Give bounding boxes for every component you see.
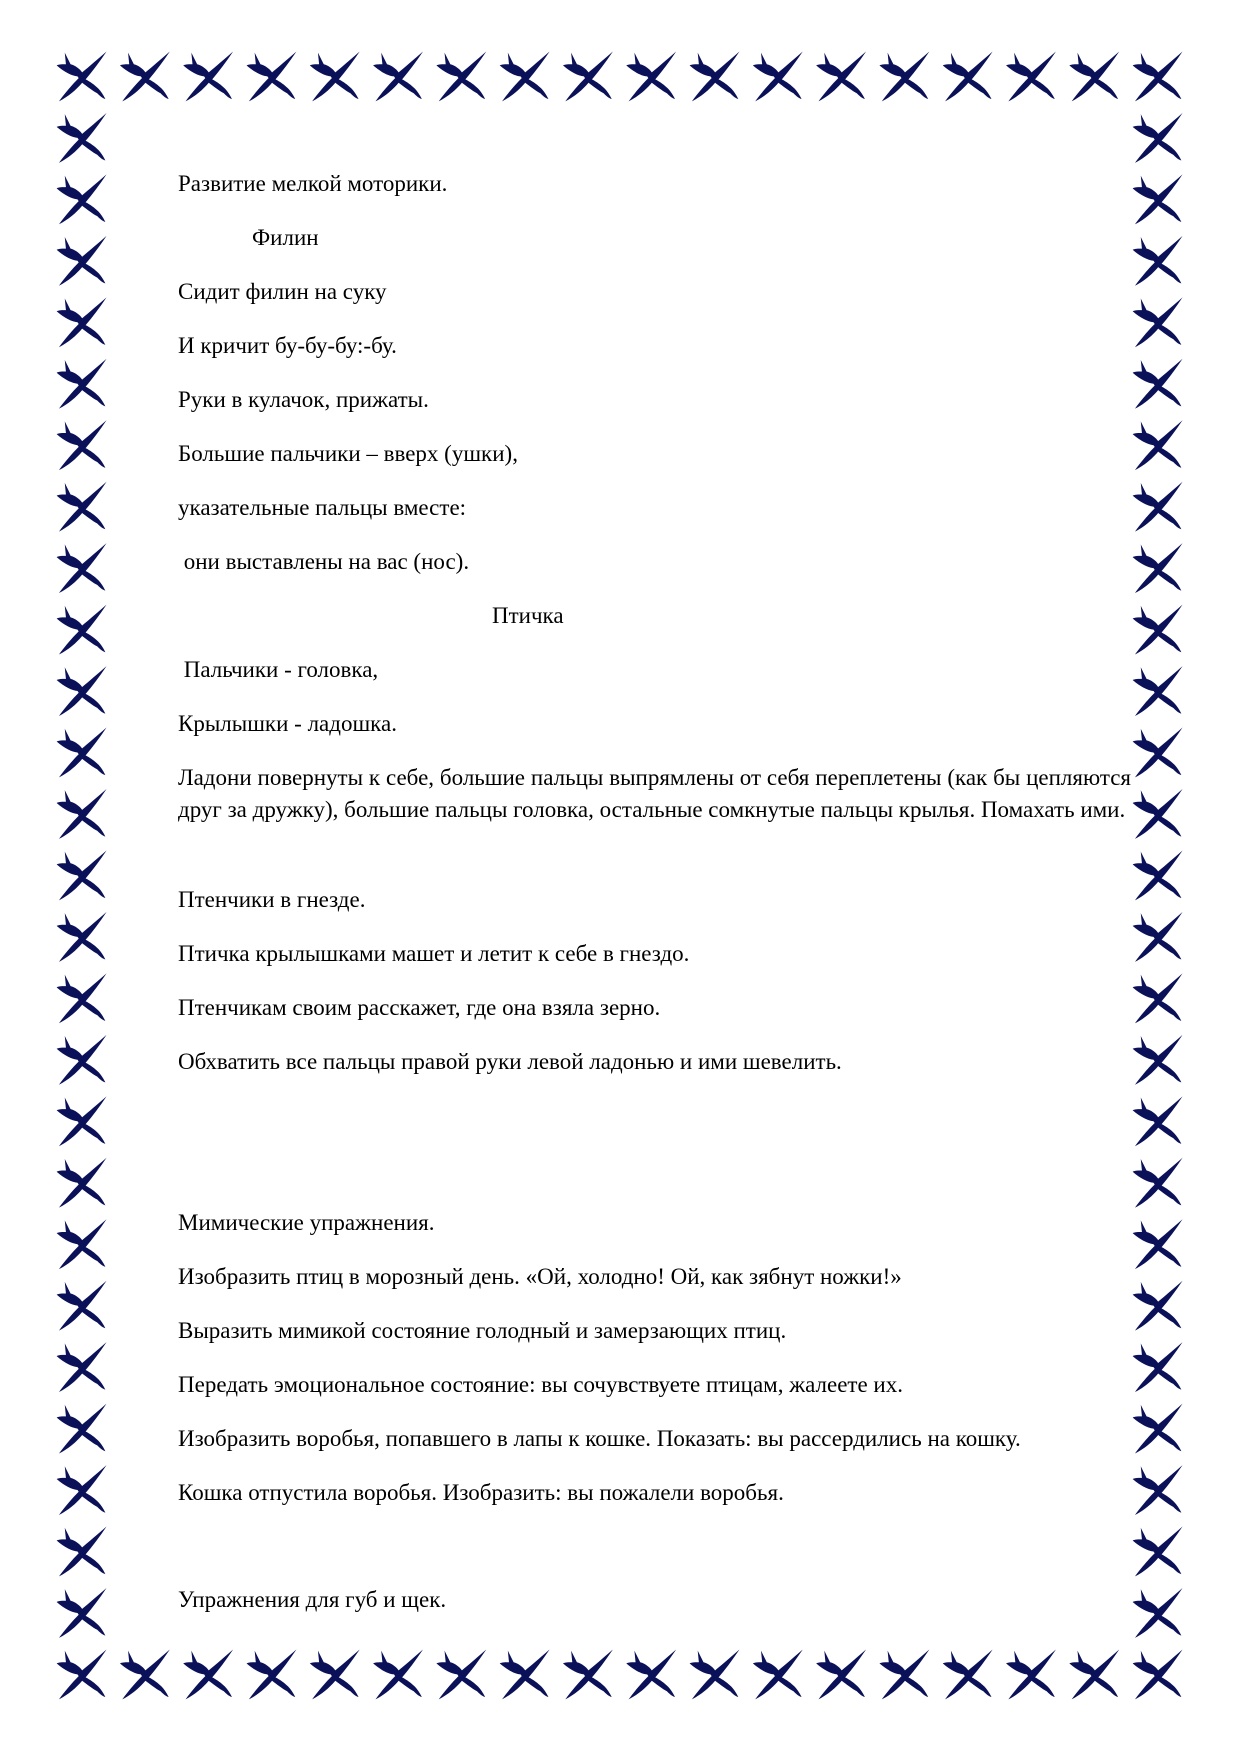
nest-line: Обхватить все пальцы правой руки левой ладонью и ими шевелить.	[178, 1049, 842, 1074]
swallow-icon	[1133, 482, 1183, 532]
swallow-icon	[1133, 850, 1183, 900]
swallow-icon	[120, 1649, 170, 1699]
swallow-icon	[1133, 113, 1183, 163]
swallow-icon	[57, 482, 107, 532]
owl-line: Сидит филин на суку	[178, 279, 387, 304]
swallow-icon	[1133, 1342, 1183, 1392]
swallow-icon	[1133, 51, 1183, 101]
swallow-icon	[57, 1096, 107, 1146]
swallow-icon	[57, 359, 107, 409]
swallow-icon	[1133, 1096, 1183, 1146]
swallow-icon	[1133, 1219, 1183, 1269]
swallow-icon	[57, 1219, 107, 1269]
swallow-icon	[120, 51, 170, 101]
swallow-icon	[57, 1527, 107, 1577]
swallow-icon	[57, 1035, 107, 1085]
owl-line: они выставлены на вас (нос).	[178, 549, 470, 574]
swallow-icon	[57, 1158, 107, 1208]
swallow-icon	[1133, 420, 1183, 470]
swallow-icon	[57, 297, 107, 347]
owl-line: Руки в кулачок, прижаты.	[178, 387, 429, 412]
nest-line: Птичка крылышками машет и летит к себе в гнездо.	[178, 941, 690, 966]
swallow-icon	[1133, 1465, 1183, 1515]
mimic-line: Изобразить птиц в морозный день. «Ой, холодно! Ой, как зябнут ножки!»	[178, 1264, 902, 1289]
swallow-icon	[1133, 1158, 1183, 1208]
swallow-icon	[1133, 1588, 1183, 1638]
mimic-line: Изобразить воробья, попавшего в лапы к кошке. Показать: вы рассердились на кошку.	[178, 1426, 1021, 1451]
owl-line: И кричит бу-бу-бу:-бу.	[178, 333, 397, 358]
swallow-icon	[57, 666, 107, 716]
bird-line: Пальчики - головка,	[178, 657, 379, 682]
swallow-icon	[1133, 359, 1183, 409]
swallow-icon	[1133, 973, 1183, 1023]
owl-line: Большие пальчики – вверх (ушки),	[178, 441, 518, 466]
swallow-icon	[1133, 912, 1183, 962]
nest-title: Птенчики в гнезде.	[178, 887, 366, 912]
swallow-icon	[57, 789, 107, 839]
swallow-icon	[57, 1342, 107, 1392]
swallow-icon	[1133, 728, 1183, 778]
swallow-icon	[1133, 543, 1183, 593]
swallow-icon	[57, 1588, 107, 1638]
swallow-icon	[1133, 789, 1183, 839]
swallow-icon	[57, 543, 107, 593]
swallow-icon	[57, 236, 107, 286]
bird-line: Крылышки - ладошка.	[178, 711, 397, 736]
swallow-icon	[1133, 1281, 1183, 1331]
heading-fine-motor: Развитие мелкой моторики.	[178, 171, 448, 196]
bird-instruction: Ладони повернуты к себе, большие пальцы выпрямлены от себя переплетены (как бы цепляются друг за дружку), большие пальцы головка, остальные сомкнутые пальцы крылья. Помахать ими.	[178, 765, 1131, 822]
swallow-icon	[1133, 1527, 1183, 1577]
swallow-icon	[57, 1281, 107, 1331]
swallow-icon	[1133, 1649, 1183, 1699]
mimic-line: Передать эмоциональное состояние: вы сочувствуете птицам, жалеете их.	[178, 1372, 903, 1397]
swallow-icon	[57, 973, 107, 1023]
swallow-icon	[57, 113, 107, 163]
swallow-icon	[57, 605, 107, 655]
swallow-icon	[57, 1465, 107, 1515]
swallow-icon	[1133, 174, 1183, 224]
swallow-icon	[57, 1404, 107, 1454]
swallow-icon	[57, 51, 107, 101]
owl-title: Филин	[252, 225, 319, 250]
swallow-icon	[57, 1649, 107, 1699]
lips-heading: Упражнения для губ и щек.	[178, 1587, 447, 1612]
swallow-icon	[57, 850, 107, 900]
nest-line: Птенчикам своим расскажет, где она взяла зерно.	[178, 995, 661, 1020]
mimic-line: Выразить мимикой состояние голодный и замерзающих птиц.	[178, 1318, 787, 1343]
swallow-icon	[1133, 297, 1183, 347]
swallow-icon	[1133, 1404, 1183, 1454]
mimic-line: Кошка отпустила воробья. Изобразить: вы пожалели воробья.	[178, 1480, 784, 1505]
swallow-icon	[57, 174, 107, 224]
swallow-icon	[57, 420, 107, 470]
swallow-icon	[57, 728, 107, 778]
mimic-title: Мимические упражнения.	[178, 1210, 435, 1235]
swallow-icon	[1133, 1035, 1183, 1085]
swallow-icon	[1133, 666, 1183, 716]
swallow-icon	[57, 912, 107, 962]
bird-title: Птичка	[492, 603, 564, 628]
owl-line: указательные пальцы вместе:	[178, 495, 467, 520]
document-body	[178, 0, 1131, 1754]
